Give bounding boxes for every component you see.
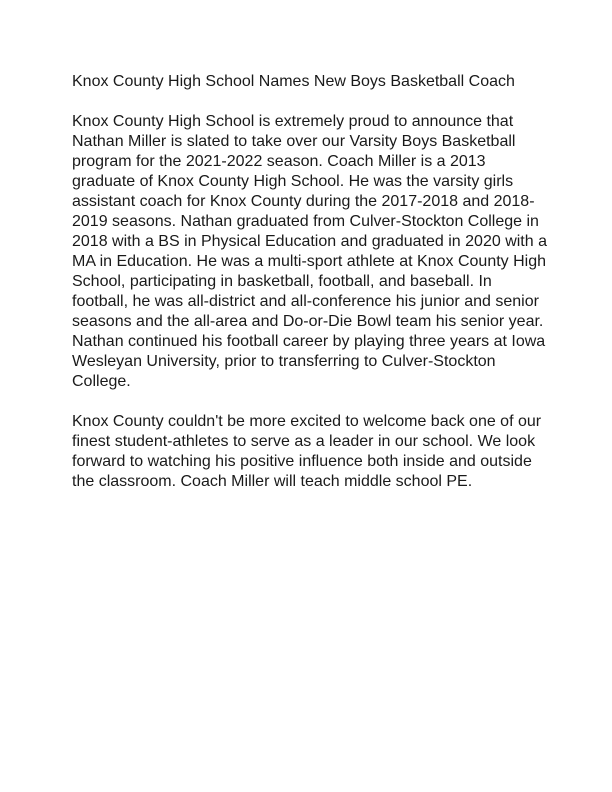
document-title: Knox County High School Names New Boys Basketball Coach (72, 73, 515, 90)
document-page (72, 72, 550, 512)
paragraph-announcement: Knox County High School is extremely proud to announce that Nathan Miller is slated to take over our Varsity Boys Basketball program for the 2021-2022 season. Coach Miller is a 2013 graduate of Knox County High School. He was the varsity girls assistant coach for Knox County during the 2017-2018 and 2018-2019 seasons. Nathan graduated from Culver-Stockton College in 2018 with a BS in Physical Education and graduated in 2020 with a MA in Education. He was a multi-sport athlete at Knox County High School, participating in basketball, football, and baseball. In football, he was all-district and all-conference his junior and senior seasons and the all-area and Do-or-Die Bowl team his senior year. Nathan continued his football career by playing three years at Iowa Wesleyan University, prior to transferring to Culver-Stockton College. (72, 113, 547, 390)
paragraph-welcome: Knox County couldn't be more excited to welcome back one of our finest student-athletes to serve as a leader in our school. We look forward to watching his positive influence both inside and outside the classroom. Coach Miller will teach middle school PE. (72, 413, 542, 490)
